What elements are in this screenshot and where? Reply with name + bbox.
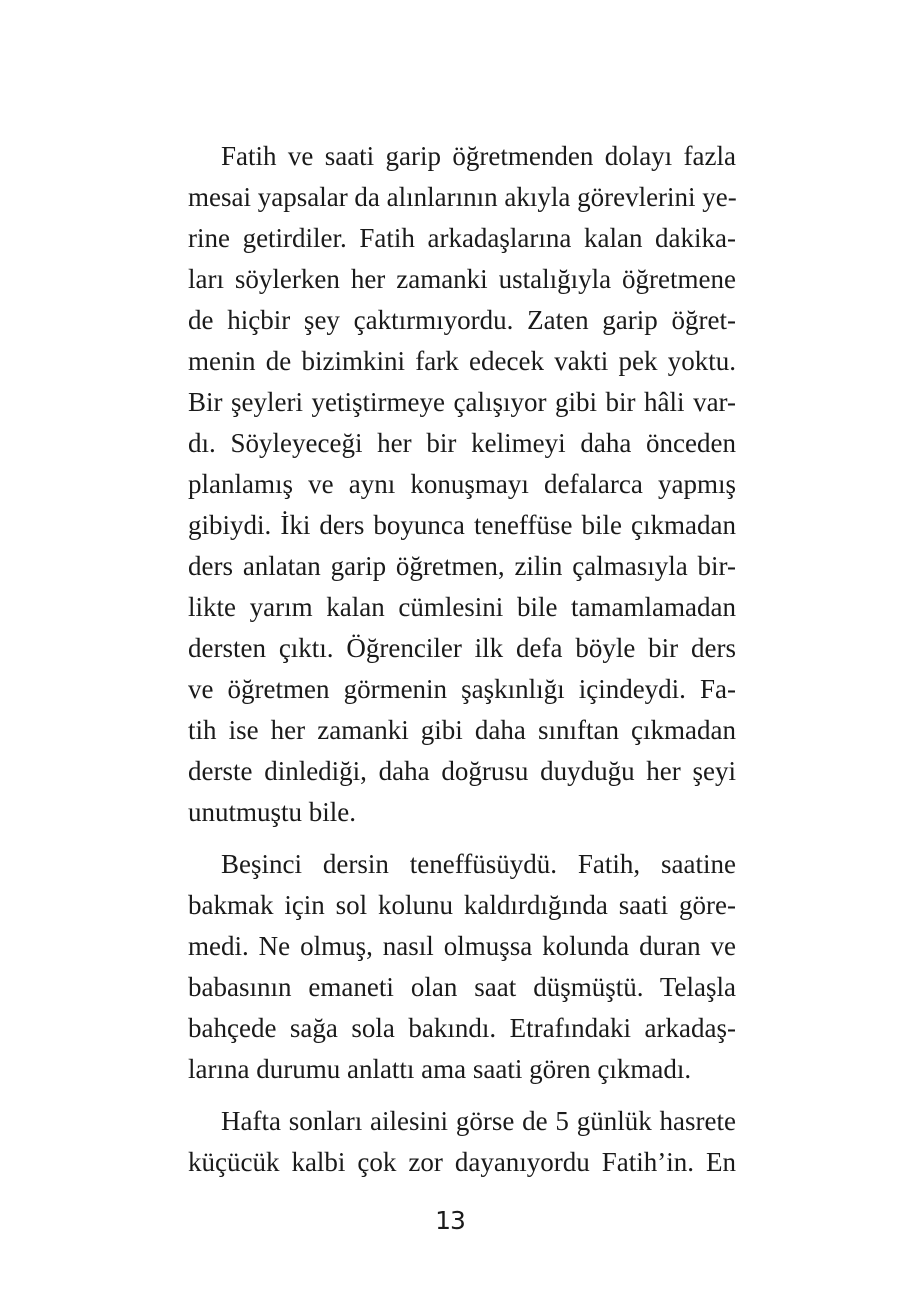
text-line: rine getirdiler. Fatih arkadaşlarına kalan dakika- [188, 223, 736, 253]
text-line: Bir şeyleri yetiştirmeye çalışıyor gibi bir hâli var- [188, 387, 736, 417]
paragraph-2 [188, 844, 736, 1090]
page-number: 13 [435, 1206, 465, 1235]
text-line: menin de bizimkini fark edecek vakti pek yoktu. [188, 346, 736, 376]
text-line: bahçede sağa sola bakındı. Etrafındaki arkadaş- [188, 1013, 736, 1043]
text-line: gibiydi. İki ders boyunca teneffüse bile çıkmadan [188, 510, 736, 540]
text-line: ları söylerken her zamanki ustalığıyla öğretmene [188, 264, 736, 294]
text-line: likte yarım kalan cümlesini bile tamamlamadan [188, 592, 736, 622]
text-line: derste dinlediği, daha doğrusu duyduğu her şeyi [188, 756, 736, 786]
text-line: dersten çıktı. Öğrenciler ilk defa böyle bir ders [188, 633, 736, 663]
paragraph-gap [188, 1090, 736, 1101]
text-line: ve öğretmen görmenin şaşkınlığı içindeydi. Fa- [188, 674, 736, 704]
paragraph-3 [188, 1101, 736, 1183]
text-line: bakmak için sol kolunu kaldırdığında saati göre- [188, 890, 736, 920]
text-line: dı. Söyleyeceği her bir kelimeyi daha önceden [188, 428, 736, 458]
paragraph-1 [188, 136, 736, 833]
text-line: ders anlatan garip öğretmen, zilin çalmasıyla bir- [188, 551, 736, 581]
text-line: Beşinci dersin teneffüsüydü. Fatih, saatine [221, 849, 736, 879]
text-line: tih ise her zamanki gibi daha sınıftan çıkmadan [188, 715, 736, 745]
body-text [188, 136, 736, 1183]
text-line: planlamış ve aynı konuşmayı defalarca yapmış [188, 469, 736, 499]
text-line: larına durumu anlattı ama saati gören çıkmadı. [188, 1054, 692, 1084]
text-line: Fatih ve saati garip öğretmenden dolayı fazla [221, 141, 736, 171]
text-line: küçücük kalbi çok zor dayanıyordu Fatih’in. En [188, 1147, 736, 1177]
text-line: medi. Ne olmuş, nasıl olmuşsa kolunda duran ve [188, 931, 736, 961]
text-line: unutmuştu bile. [188, 797, 356, 827]
text-line: babasının emaneti olan saat düşmüştü. Telaşla [188, 972, 736, 1002]
text-line: Hafta sonları ailesini görse de 5 günlük hasrete [221, 1106, 736, 1136]
text-line: mesai yapsalar da alınlarının akıyla görevlerini ye- [188, 182, 737, 212]
paragraph-gap [188, 833, 736, 844]
text-line: de hiçbir şey çaktırmıyordu. Zaten garip öğret- [188, 305, 736, 335]
